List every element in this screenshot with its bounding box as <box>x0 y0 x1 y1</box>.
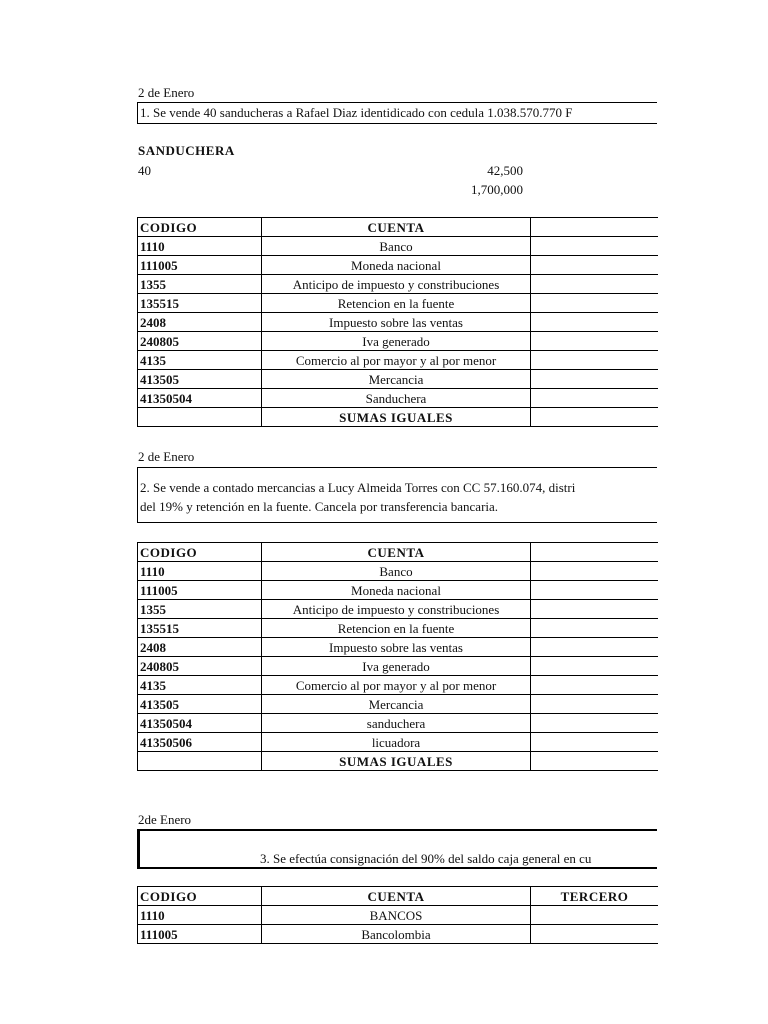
table-row <box>138 275 659 294</box>
row-account: Sanduchera <box>262 389 531 408</box>
row-value-cell[interactable] <box>531 275 659 294</box>
header-cuenta: CUENTA <box>262 543 531 562</box>
table-row <box>138 600 659 619</box>
row-value-cell[interactable] <box>531 389 659 408</box>
header-cuenta: CUENTA <box>262 218 531 237</box>
row-tercero-cell[interactable] <box>531 925 659 944</box>
sale-total: 1,700,000 <box>471 182 523 197</box>
header-codigo: CODIGO <box>138 887 262 906</box>
totals-code-cell <box>138 752 262 771</box>
row-code: 413505 <box>138 370 262 389</box>
row-code: 2408 <box>138 313 262 332</box>
row-account: Retencion en la fuente <box>262 619 531 638</box>
row-value-cell[interactable] <box>531 676 659 695</box>
section2-description-line2: del 19% y retención en la fuente. Cancela por transferencia bancaria. <box>140 499 499 514</box>
table-row <box>138 714 659 733</box>
row-account: licuadora <box>262 733 531 752</box>
row-value-cell[interactable] <box>531 581 659 600</box>
table-row <box>138 676 659 695</box>
table-row <box>138 237 659 256</box>
row-code: 111005 <box>138 925 262 944</box>
header-tercero: TERCERO <box>531 887 659 906</box>
table-row <box>138 925 659 944</box>
table-header-row <box>138 887 659 906</box>
row-code: 41350504 <box>138 389 262 408</box>
table-row <box>138 389 659 408</box>
row-value-cell[interactable] <box>531 562 659 581</box>
row-code: 41350504 <box>138 714 262 733</box>
header-cuenta: CUENTA <box>262 887 531 906</box>
row-value-cell[interactable] <box>531 370 659 389</box>
product-label: SANDUCHERA <box>138 143 235 158</box>
row-value-cell[interactable] <box>531 351 659 370</box>
section2-description-box <box>137 467 657 523</box>
table-row <box>138 562 659 581</box>
table-row <box>138 581 659 600</box>
row-account: BANCOS <box>262 906 531 925</box>
section3-description: 3. Se efectúa consignación del 90% del saldo caja general en cu <box>137 829 657 869</box>
totals-label: SUMAS IGUALES <box>262 408 531 427</box>
accounting-table-3 <box>137 886 658 944</box>
row-code: 1355 <box>138 600 262 619</box>
header-extra <box>531 218 659 237</box>
row-value-cell[interactable] <box>531 313 659 332</box>
header-codigo: CODIGO <box>138 543 262 562</box>
row-value-cell[interactable] <box>531 256 659 275</box>
section3-date: 2de Enero <box>138 812 192 827</box>
row-code: 1110 <box>138 562 262 581</box>
totals-row <box>138 752 659 771</box>
table-row <box>138 256 659 275</box>
totals-value-cell[interactable] <box>531 752 659 771</box>
table-row <box>138 906 659 925</box>
table-row <box>138 638 659 657</box>
row-code: 4135 <box>138 351 262 370</box>
row-code: 1110 <box>138 237 262 256</box>
table-row <box>138 294 659 313</box>
row-account: Retencion en la fuente <box>262 294 531 313</box>
row-account: Mercancia <box>262 695 531 714</box>
row-account: Banco <box>262 237 531 256</box>
table-row <box>138 370 659 389</box>
row-code: 1355 <box>138 275 262 294</box>
row-code: 2408 <box>138 638 262 657</box>
table-row <box>138 619 659 638</box>
row-code: 41350506 <box>138 733 262 752</box>
row-code: 240805 <box>138 657 262 676</box>
section2-description-line1: 2. Se vende a contado mercancias a Lucy Almeida Torres con CC 57.160.074, distri <box>140 480 576 495</box>
table-row <box>138 695 659 714</box>
row-code: 111005 <box>138 581 262 600</box>
header-codigo: CODIGO <box>138 218 262 237</box>
row-tercero-cell[interactable] <box>531 906 659 925</box>
row-code: 240805 <box>138 332 262 351</box>
row-code: 4135 <box>138 676 262 695</box>
totals-row <box>138 408 659 427</box>
row-account: Anticipo de impuesto y constribuciones <box>262 275 531 294</box>
row-value-cell[interactable] <box>531 237 659 256</box>
table-row <box>138 351 659 370</box>
accounting-table-1 <box>137 217 658 427</box>
row-account: Impuesto sobre las ventas <box>262 638 531 657</box>
row-account: Moneda nacional <box>262 256 531 275</box>
quantity: 40 <box>138 163 151 178</box>
unit-price: 42,500 <box>487 163 523 178</box>
totals-label: SUMAS IGUALES <box>262 752 531 771</box>
row-value-cell[interactable] <box>531 294 659 313</box>
section2-date: 2 de Enero <box>138 449 195 464</box>
row-account: Bancolombia <box>262 925 531 944</box>
row-account: Comercio al por mayor y al por menor <box>262 676 531 695</box>
section1-date: 2 de Enero <box>138 85 195 100</box>
row-value-cell[interactable] <box>531 733 659 752</box>
row-value-cell[interactable] <box>531 714 659 733</box>
row-value-cell[interactable] <box>531 619 659 638</box>
row-value-cell[interactable] <box>531 657 659 676</box>
row-account: Moneda nacional <box>262 581 531 600</box>
row-code: 135515 <box>138 294 262 313</box>
row-account: Banco <box>262 562 531 581</box>
row-value-cell[interactable] <box>531 600 659 619</box>
row-account: sanduchera <box>262 714 531 733</box>
table-row <box>138 313 659 332</box>
table-row <box>138 733 659 752</box>
row-value-cell[interactable] <box>531 695 659 714</box>
row-value-cell[interactable] <box>531 332 659 351</box>
table-header-row <box>138 218 659 237</box>
row-account: Iva generado <box>262 332 531 351</box>
row-code: 413505 <box>138 695 262 714</box>
row-account: Iva generado <box>262 657 531 676</box>
row-code: 111005 <box>138 256 262 275</box>
row-account: Anticipo de impuesto y constribuciones <box>262 600 531 619</box>
table-header-row <box>138 543 659 562</box>
table-row <box>138 332 659 351</box>
table-row <box>138 657 659 676</box>
row-account: Mercancia <box>262 370 531 389</box>
header-extra <box>531 543 659 562</box>
row-account: Comercio al por mayor y al por menor <box>262 351 531 370</box>
totals-value-cell[interactable] <box>531 408 659 427</box>
row-code: 135515 <box>138 619 262 638</box>
row-value-cell[interactable] <box>531 638 659 657</box>
accounting-table-2 <box>137 542 658 771</box>
section1-description: 1. Se vende 40 sanducheras a Rafael Diaz identidicado con cedula 1.038.570.770 F <box>137 102 657 124</box>
row-code: 1110 <box>138 906 262 925</box>
row-account: Impuesto sobre las ventas <box>262 313 531 332</box>
totals-code-cell <box>138 408 262 427</box>
